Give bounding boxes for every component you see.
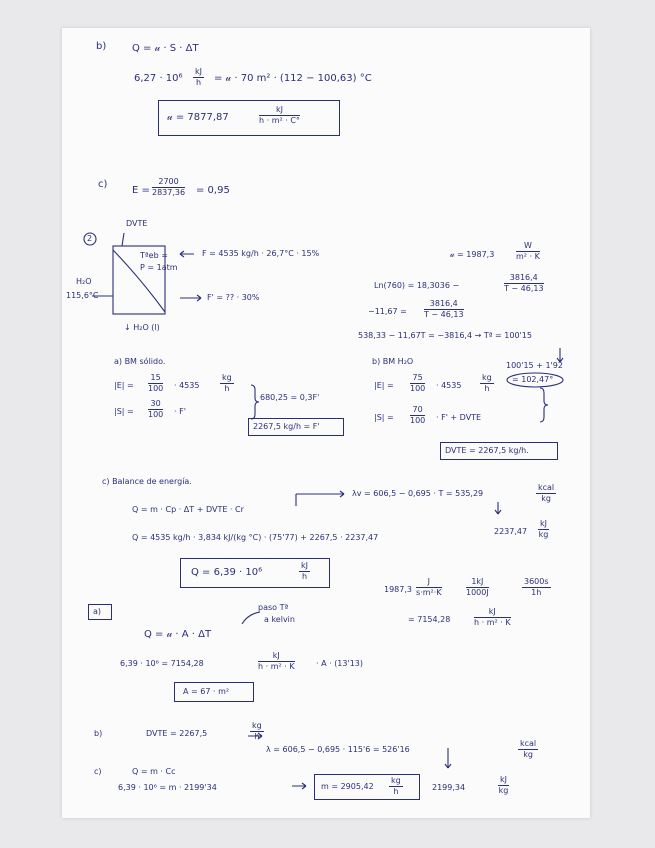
bm-water-s-frac: $\frac{70}{100}$	[410, 405, 426, 425]
product-flow-result: 2267,5 kg/h = F'	[253, 422, 320, 431]
latent-heat-unit: kcal kg	[538, 483, 555, 503]
energy-eq2: Q = 4535 kg/h · 3,834 kJ/(kg °C) · (75'77) + 2267,5 · 2237,47	[132, 533, 379, 542]
boiling-point-result: = 102,47°	[512, 375, 554, 384]
bm-water-e-frac: $\frac{75}{100}$	[410, 373, 426, 393]
latent-heat-eq2-unit: kcal kg	[520, 739, 537, 759]
u-result-left: 𝓊 = 7877,87	[167, 112, 229, 123]
u-conversion-f1: $\frac{J}{\text{s·m²·K}}$	[416, 577, 442, 597]
product-flow-box	[248, 418, 344, 436]
steam-mass-unit: $\frac{kg}{h}$	[391, 776, 401, 796]
area-eq2-right: · A · (13'13)	[316, 659, 363, 668]
steam-inlet-temp: 115,6°C	[66, 291, 99, 300]
latent-heat-kj2-unit: $\frac{kJ}{kg}$	[498, 775, 509, 795]
heat-duty-unit: $\frac{kJ}{h}$	[301, 561, 308, 581]
condensate-outlet: ↓ H₂O (l)	[124, 323, 160, 332]
bm-water-s-right: · F' + DVTE	[436, 413, 482, 422]
antoine-step2-left: −11,67 =	[368, 307, 407, 316]
pressure-label: P = 1atm	[140, 263, 178, 272]
part-a-label-box	[88, 604, 112, 620]
part-a-label: a)	[93, 607, 102, 616]
heat-transfer-equation: Q = 𝓊 · S · ΔT	[132, 43, 199, 54]
boiling-point-rise: 100'15 + 1'92	[506, 361, 563, 370]
area-equation: Q = 𝓊 · A · ΔT	[144, 629, 212, 640]
part1-result-box	[158, 100, 340, 136]
bm-water-s-left: |S| =	[374, 413, 394, 422]
bm-water-e-left: |E| =	[374, 381, 394, 390]
efficiency-fraction: $\frac{2700}{2837,36}$	[152, 177, 186, 197]
bm-solid-e-mid: · 4535	[174, 381, 200, 390]
steam-inlet-label: H₂O	[76, 277, 92, 286]
bm-water-title: b) BM H₂O	[372, 357, 414, 366]
antoine-step3: 538,33 − 11,67T = −3816,4 → Tª = 100'15	[358, 331, 532, 340]
latent-heat-kj-unit: $\frac{kJ}{kg}$	[538, 519, 549, 539]
bm-solid-s-left: |S| =	[114, 407, 134, 416]
area-result-box	[174, 682, 254, 702]
bm-solid-e-frac: $\frac{15}{100}$	[148, 373, 164, 393]
u-conversion-left: 1987,3	[384, 585, 412, 594]
bm-water-e-mid: · 4535	[436, 381, 462, 390]
part2-number: 2	[87, 234, 93, 243]
bm-solid-brace-eq: 680,25 = 0,3F'	[260, 393, 320, 402]
steam-mass-eq1: Q = m · Cc	[132, 767, 176, 776]
u-result-unit: $\frac{kJ}{\text{h · m² · C°}}$	[259, 105, 300, 125]
energy-title: c) Balance de energía.	[102, 477, 192, 486]
notebook-page	[62, 28, 590, 818]
dvte-result: DVTE = 2267,5 kg/h.	[445, 446, 529, 455]
energy-eq1: Q = m · Cp · ΔT + DVTE · Cr	[132, 505, 244, 514]
antoine-step2-fraction: $\frac{3816,4}{T - 46,13}$	[424, 299, 464, 319]
dvte-label: DVTE	[126, 219, 148, 228]
bm-solid-s-right: · F'	[174, 407, 186, 416]
antoine-left: Ln(760) = 18,3036 −	[374, 281, 460, 290]
steam-mass-box	[314, 774, 420, 800]
bm-solid-e-unit: $\frac{kg}{h}$	[222, 373, 232, 393]
efficiency-symbol: E =	[132, 185, 150, 196]
part1-b-eq2-right: = 𝓊 · 70 m² · (112 − 100,63) °C	[214, 73, 372, 84]
heat-duty-box	[180, 558, 330, 588]
u-conversion-result-unit: $\frac{kJ}{\text{h · m² · K}}$	[474, 607, 511, 627]
bm-solid-e-left: |E| =	[114, 381, 134, 390]
area-result: A = 67 · m²	[183, 687, 230, 696]
product-stream: F' = ?? · 30%	[207, 293, 260, 302]
dvte-result-box	[440, 442, 558, 460]
area-eq2-unit: $\frac{kJ}{\text{h · m² · K}}$	[258, 651, 295, 671]
part1-b-eq2-left: 6,27 · 10⁶	[134, 73, 183, 84]
steam-mass-result: m = 2905,42	[321, 782, 374, 791]
part1-b-eq2-unit: $\frac{kJ}{h}$	[195, 67, 202, 87]
feed-stream: F = 4535 kg/h · 26,7°C · 15%	[202, 249, 320, 258]
u-conversion-f3: $\frac{3600s}{1h}$	[524, 577, 549, 597]
dvte-value-unit: $\frac{kg}{h}$	[252, 721, 262, 741]
u-value-left: 𝓊 = 1987,3	[450, 250, 495, 259]
latent-heat-eq2: λ = 606,5 − 0,695 · 115'6 = 526'16	[266, 745, 410, 754]
latent-heat-eq: λv = 606,5 − 0,695 · T = 535,29	[352, 489, 484, 498]
antoine-fraction: $\frac{3816,4}{T - 46,13}$	[504, 273, 544, 293]
part1-c-label: c)	[98, 179, 108, 190]
u-value-unit: $\frac{W}{\text{m² · K}}$	[516, 241, 540, 261]
boiling-temp-label: Tªeb =	[140, 251, 168, 260]
bm-water-e-unit: $\frac{kg}{h}$	[482, 373, 492, 393]
u-conversion-result: = 7154,28	[408, 615, 451, 624]
bm-solid-s-frac: $\frac{30}{100}$	[148, 399, 164, 419]
heat-duty-left: Q = 6,39 · 10⁶	[191, 567, 263, 578]
part1-b-label: b)	[96, 41, 107, 52]
area-eq2-left: 6,39 · 10⁶ = 7154,28	[120, 659, 204, 668]
kelvin-note-bottom: a kelvin	[264, 615, 295, 624]
latent-heat-kj: 2237,47	[494, 527, 528, 536]
efficiency-result: = 0,95	[196, 185, 230, 196]
latent-heat-kj2: 2199,34	[432, 783, 466, 792]
part-b2-label: b)	[94, 729, 103, 738]
bm-solid-title: a) BM sólido.	[114, 357, 166, 366]
u-conversion-f2: $\frac{1kJ}{1000J}$	[466, 577, 489, 597]
part-c2-label: c)	[94, 767, 102, 776]
dvte-value: DVTE = 2267,5	[146, 729, 208, 738]
kelvin-note-top: paso Tª	[258, 603, 289, 612]
steam-mass-eq2: 6,39 · 10⁶ = m · 2199'34	[118, 783, 217, 792]
